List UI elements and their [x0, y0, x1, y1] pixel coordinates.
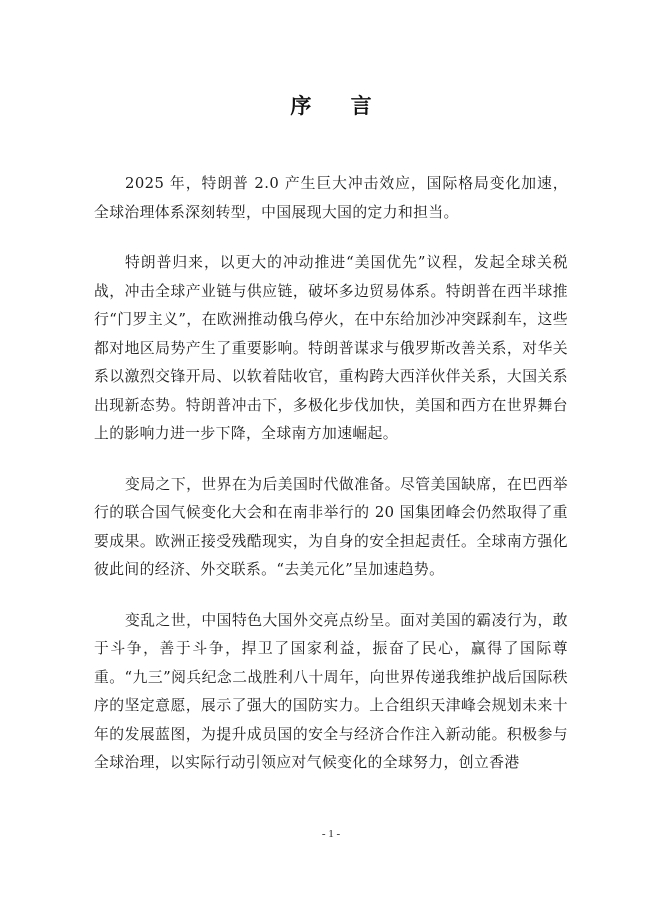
- paragraph-2: 特朗普归来，以更大的冲动推进“美国优先”议程，发起全球关税战，冲击全球产业链与供应链，破坏多边贸易体系。特朗普在西半球推行“门罗主义”，在欧洲推动俄乌停火，在中东给加沙冲突踩刹车，这些都对地区局势产生了重要影响。特朗普谋求与俄罗斯改善关系，对华关系以激烈交锋开局、以软着陆收官，重构跨大西洋伙伴关系，大国关系出现新态势。特朗普冲击下，多极化步伐加快，美国和西方在世界舞台上的影响力进一步下降，全球南方加速崛起。: [94, 254, 568, 442]
- page-number: - 1 -: [321, 828, 341, 840]
- paragraph-3: 变局之下，世界在为后美国时代做准备。尽管美国缺席，在巴西举行的联合国气候变化大会和在南非举行的 20 国集团峰会仍然取得了重要成果。欧洲正接受残酷现实，为自身的安全担起责任。全球南方强化彼此间的经济、外交联系。“去美元化”呈加速趋势。: [94, 475, 568, 578]
- page-title: 序 言: [290, 94, 388, 118]
- paragraph-4: 变乱之世，中国特色大国外交亮点纷呈。面对美国的霸凌行为，敢于斗争，善于斗争，捍卫了国家利益，振奋了民心，赢得了国际尊重。“九三”阅兵纪念二战胜利八十周年，向世界传递我维护战后国际秩序的坚定意愿，展示了强大的国防实力。上合组织天津峰会规划未来十年的发展蓝图，为提升成员国的安全与经济合作注入新动能。积极参与全球治理，以实际行动引领应对气候变化的全球努力，创立香港: [94, 611, 568, 771]
- paragraph-1: 2025 年，特朗普 2.0 产生巨大冲击效应，国际格局变化加速，全球治理体系深刻转型，中国展现大国的定力和担当。: [94, 175, 568, 221]
- document-body: [94, 170, 568, 800]
